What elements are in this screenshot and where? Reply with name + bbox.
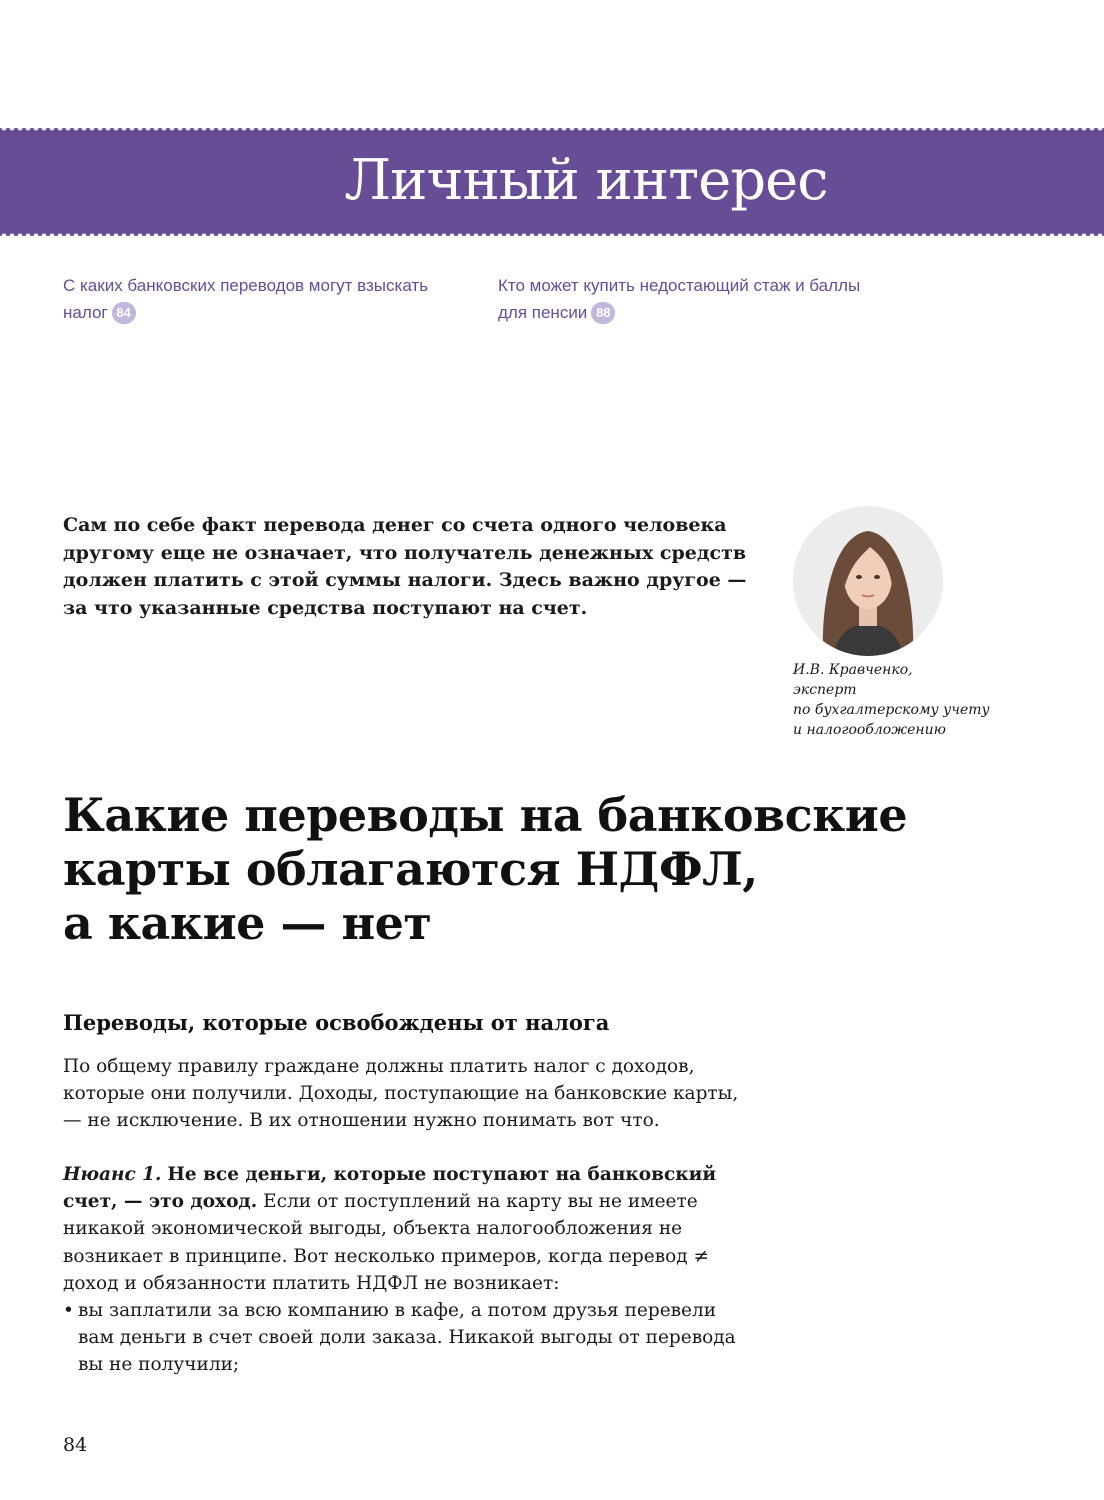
portrait-image [793, 506, 943, 656]
teaser-link-1[interactable] [63, 272, 443, 326]
nuance-paragraph [63, 1161, 743, 1297]
headline-line: карты облагаются НДФЛ, [63, 842, 758, 896]
author-portrait [793, 506, 943, 656]
section-banner [0, 128, 1104, 236]
teaser-text: Кто может купить недостающий стаж и баллы для пенсии [498, 276, 861, 322]
section-heading: Переводы, которые освобождены от налога [63, 1010, 610, 1035]
example-list [63, 1297, 743, 1379]
author-role: по бухгалтерскому учету [793, 702, 990, 718]
nuance-statement: Не все деньги, которые поступают на банковский счет, — это доход. [63, 1164, 717, 1213]
nuance-block [63, 1161, 743, 1379]
page-badge: 88 [591, 302, 615, 324]
author-caption [793, 660, 1043, 740]
author-name: И.В. Кравченко, [793, 662, 913, 678]
headline-line: а какие — нет [63, 896, 432, 950]
lead-paragraph: Сам по себе факт перевода денег со счета одного человека другому еще не означает, что получатель денежных средств должен платить с этой суммы налоги. Здесь важно другое — за что указанные средства поступают на счет. [63, 514, 747, 619]
author-role: и налогообложению [793, 722, 946, 738]
teaser-text: С каких банковских переводов могут взыскать налог [63, 276, 429, 322]
list-item: • вы заплатили за всю компанию в кафе, а потом друзья перевели вам деньги в счет своей доли заказа. Никакой выгоды от перевода вы не получили; [63, 1297, 743, 1379]
author-role: эксперт [793, 682, 857, 698]
body-paragraph: По общему правилу граждане должны платить налог с доходов, которые они получили. Доходы, поступающие на банковские карты, — не исключение. В их отношении нужно понимать вот что. [63, 1056, 739, 1132]
headline-line: Какие переводы на банковские [63, 788, 908, 842]
teaser-link-2[interactable] [498, 272, 878, 326]
nuance-text: Если от поступлений на карту вы не имеете никакой экономической выгоды, объекта налогообложения не возникает в принципе. Вот несколько примеров, когда перевод ≠ доход и обязанности платить НДФЛ не возникает: [63, 1191, 710, 1294]
page-badge: 84 [112, 302, 136, 324]
section-title-banner: Личный интерес [344, 148, 828, 213]
nuance-label: Нюанс 1. [63, 1164, 162, 1185]
article-headline [63, 788, 1063, 950]
page-number: 84 [63, 1434, 88, 1456]
